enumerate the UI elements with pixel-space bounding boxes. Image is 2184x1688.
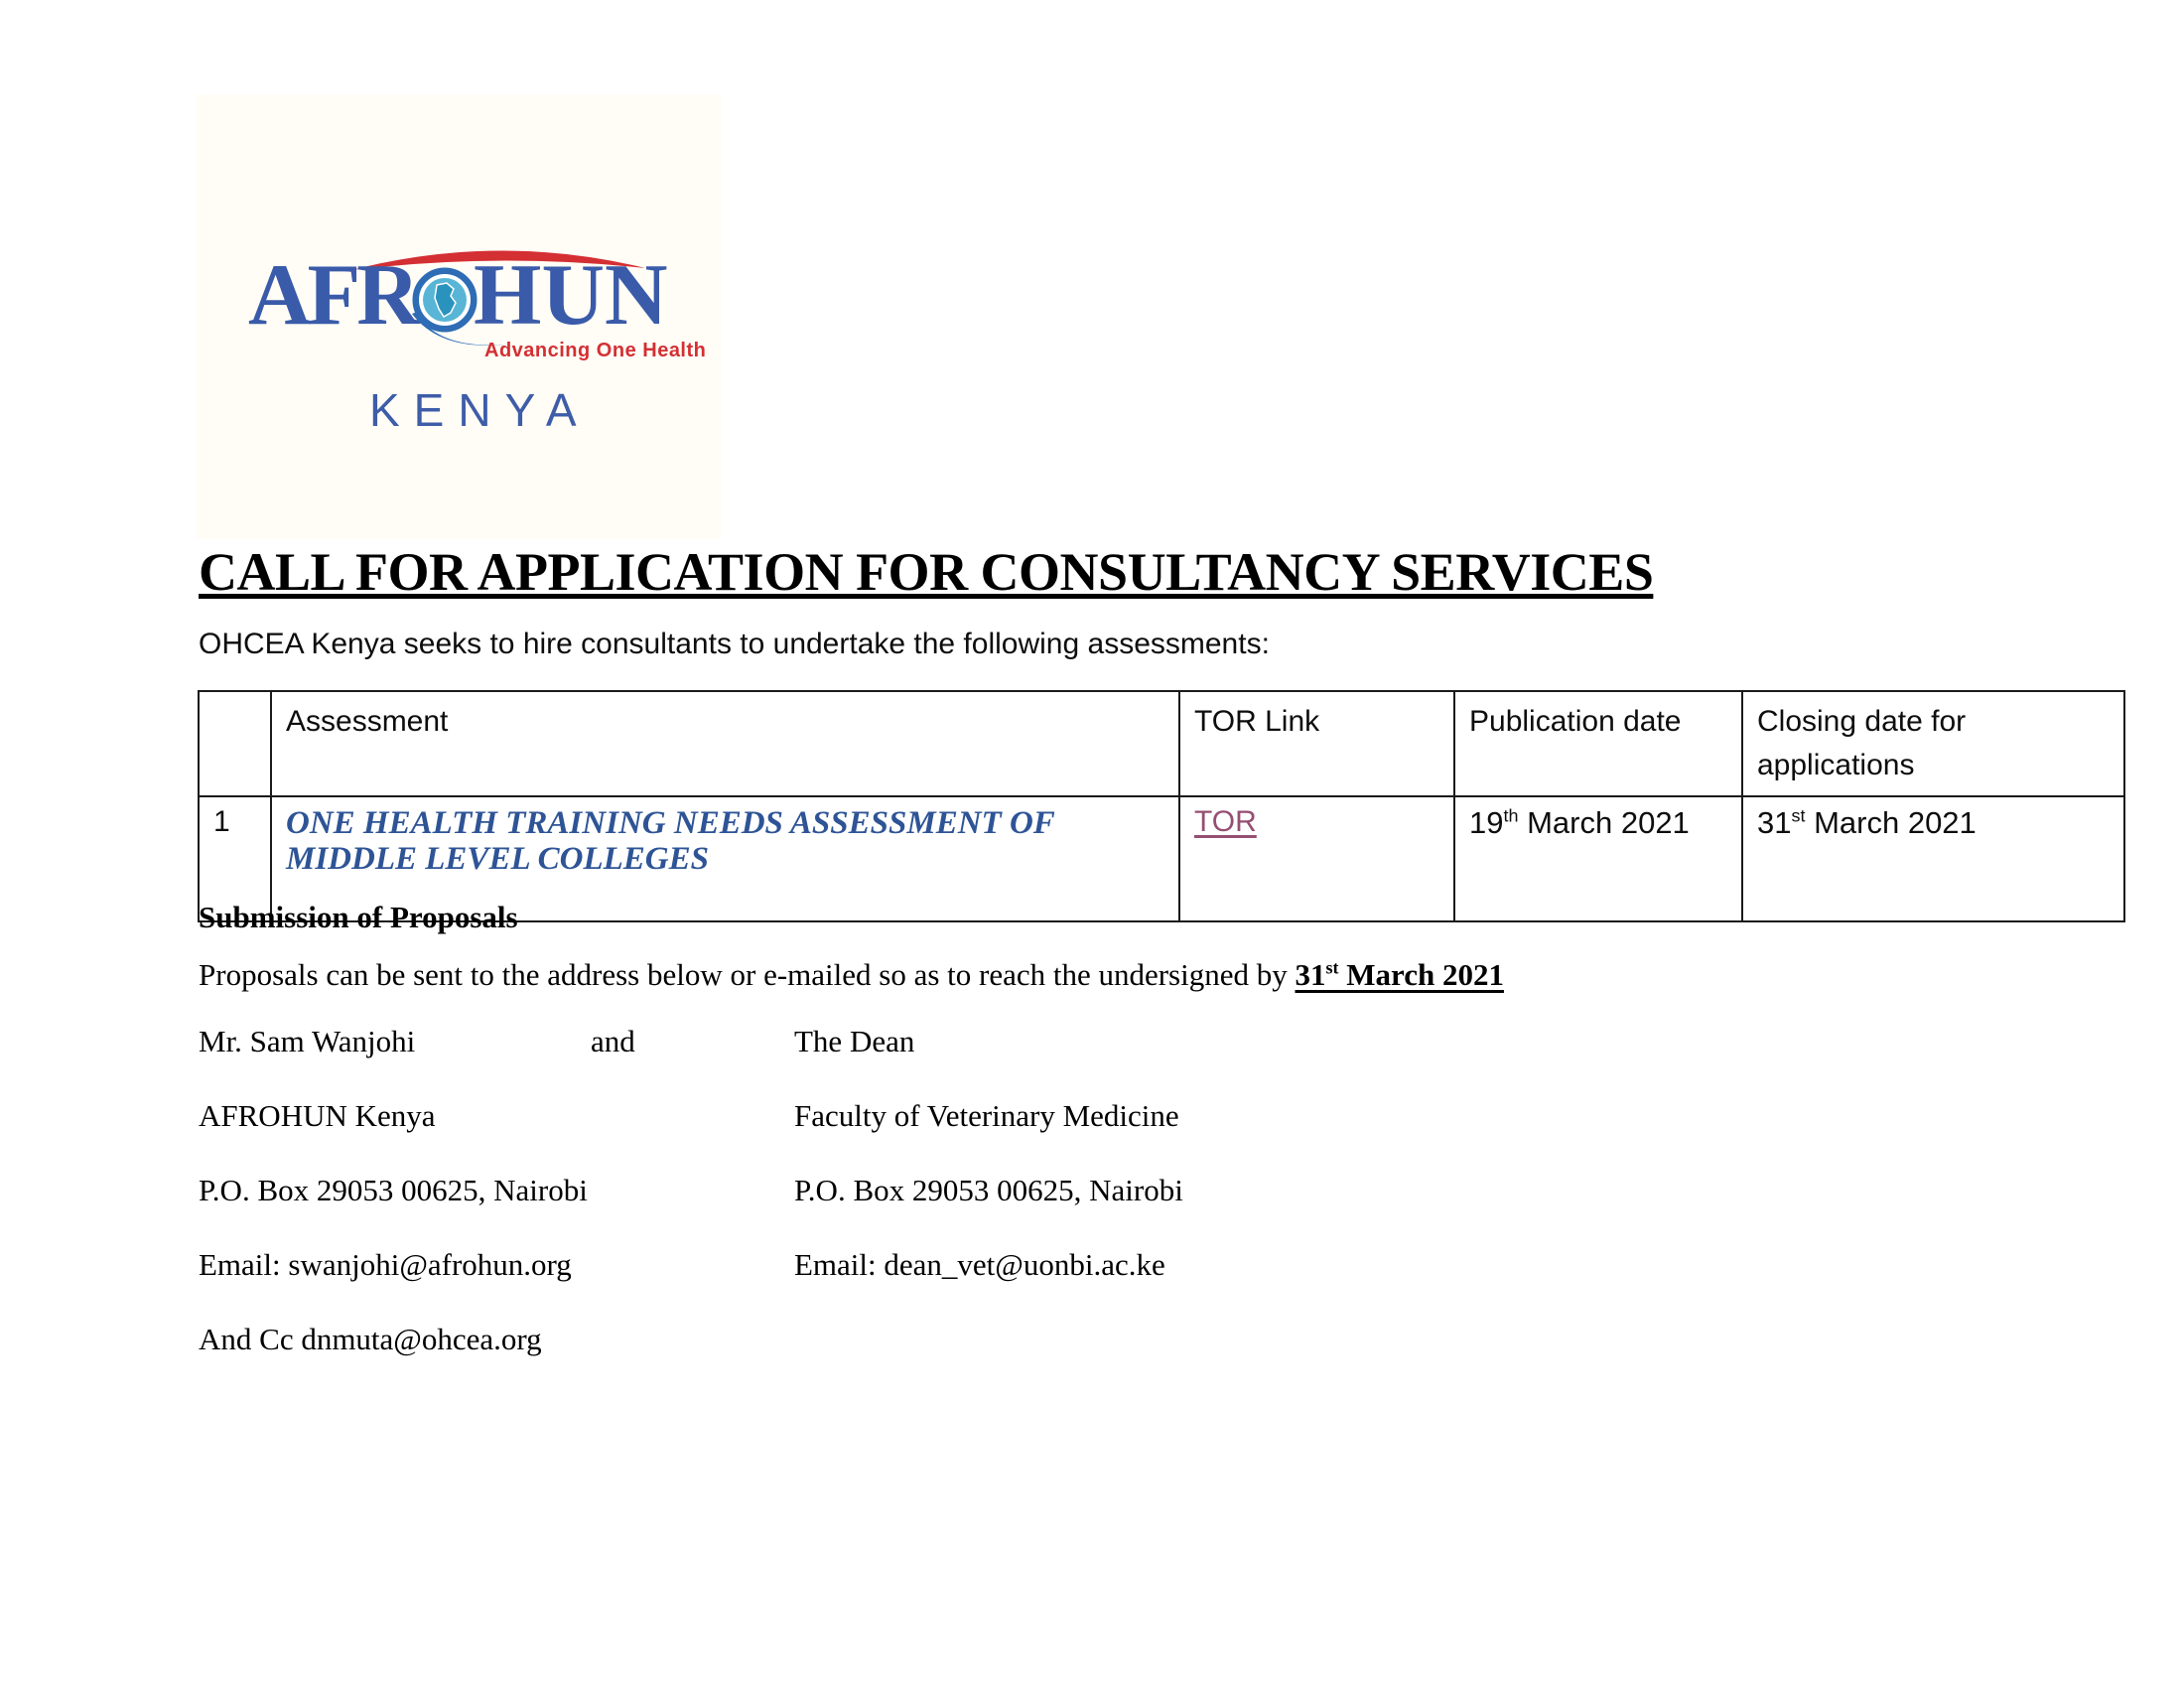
contact-name-right: The Dean — [794, 1024, 915, 1058]
deadline-rest: March 2021 — [1338, 957, 1504, 992]
header-cell-tor-link: TOR Link — [1179, 691, 1454, 796]
contact-row — [199, 1324, 1588, 1363]
logo-region-label: KENYA — [369, 384, 591, 436]
intro-text: OHCEA Kenya seeks to hire consultants to undertake the following assessments: — [199, 628, 1270, 660]
header-cell-closing-date: Closing date for applications — [1742, 691, 2124, 796]
proposals-paragraph — [199, 959, 1504, 990]
cell-closing-date — [1742, 796, 2124, 921]
contact-address-right: P.O. Box 29053 00625, Nairobi — [794, 1173, 1183, 1207]
contact-row — [199, 1100, 1588, 1140]
header-cell-publication-date: Publication date — [1454, 691, 1742, 796]
table-header-row — [199, 691, 2124, 796]
submission-heading: Submission of Proposals — [199, 900, 518, 934]
contact-cc: And Cc dnmuta@ohcea.org — [199, 1322, 542, 1356]
assessments-table — [198, 690, 2125, 922]
contact-email-right: Email: dean_vet@uonbi.ac.ke — [794, 1247, 1165, 1282]
deadline-text — [1296, 957, 1504, 992]
deadline-ordinal: st — [1325, 957, 1339, 978]
publication-rest: March 2021 — [1518, 805, 1690, 840]
closing-day: 31 — [1757, 805, 1792, 840]
cell-publication-date — [1454, 796, 1742, 921]
logo-tagline: Advancing One Health — [484, 340, 707, 361]
closing-rest: March 2021 — [1805, 805, 1977, 840]
proposals-text: Proposals can be sent to the address below or e-mailed so as to reach the undersigned by — [199, 957, 1296, 992]
contact-org-right: Faculty of Veterinary Medicine — [794, 1098, 1179, 1133]
cell-assessment-title: ONE HEALTH TRAINING NEEDS ASSESSMENT OF MIDDLE LEVEL COLLEGES — [271, 796, 1179, 921]
deadline-day: 31 — [1295, 957, 1326, 992]
header-cell-index — [199, 691, 271, 796]
publication-day: 19 — [1469, 805, 1504, 840]
contact-row — [199, 1026, 1588, 1065]
contact-org-left: AFROHUN Kenya — [199, 1098, 436, 1133]
cell-row-number: 1 — [199, 796, 271, 921]
contact-name-left: Mr. Sam Wanjohi — [199, 1024, 416, 1058]
logo-brand-suffix: HUN — [474, 247, 668, 344]
logo-brand-prefix: AFR — [248, 247, 416, 344]
contact-email-left: Email: swanjohi@afrohun.org — [199, 1247, 572, 1282]
contact-row — [199, 1175, 1588, 1214]
page-title: CALL FOR APPLICATION FOR CONSULTANCY SERVICES — [199, 542, 1654, 602]
closing-ordinal: st — [1791, 805, 1806, 826]
tor-link[interactable]: TOR — [1194, 805, 1257, 838]
header-cell-assessment: Assessment — [271, 691, 1179, 796]
contact-conjunction: and — [591, 1024, 635, 1058]
contact-row — [199, 1249, 1588, 1289]
cell-tor — [1179, 796, 1454, 921]
contact-address-left: P.O. Box 29053 00625, Nairobi — [199, 1173, 588, 1207]
publication-ordinal: th — [1503, 805, 1519, 826]
